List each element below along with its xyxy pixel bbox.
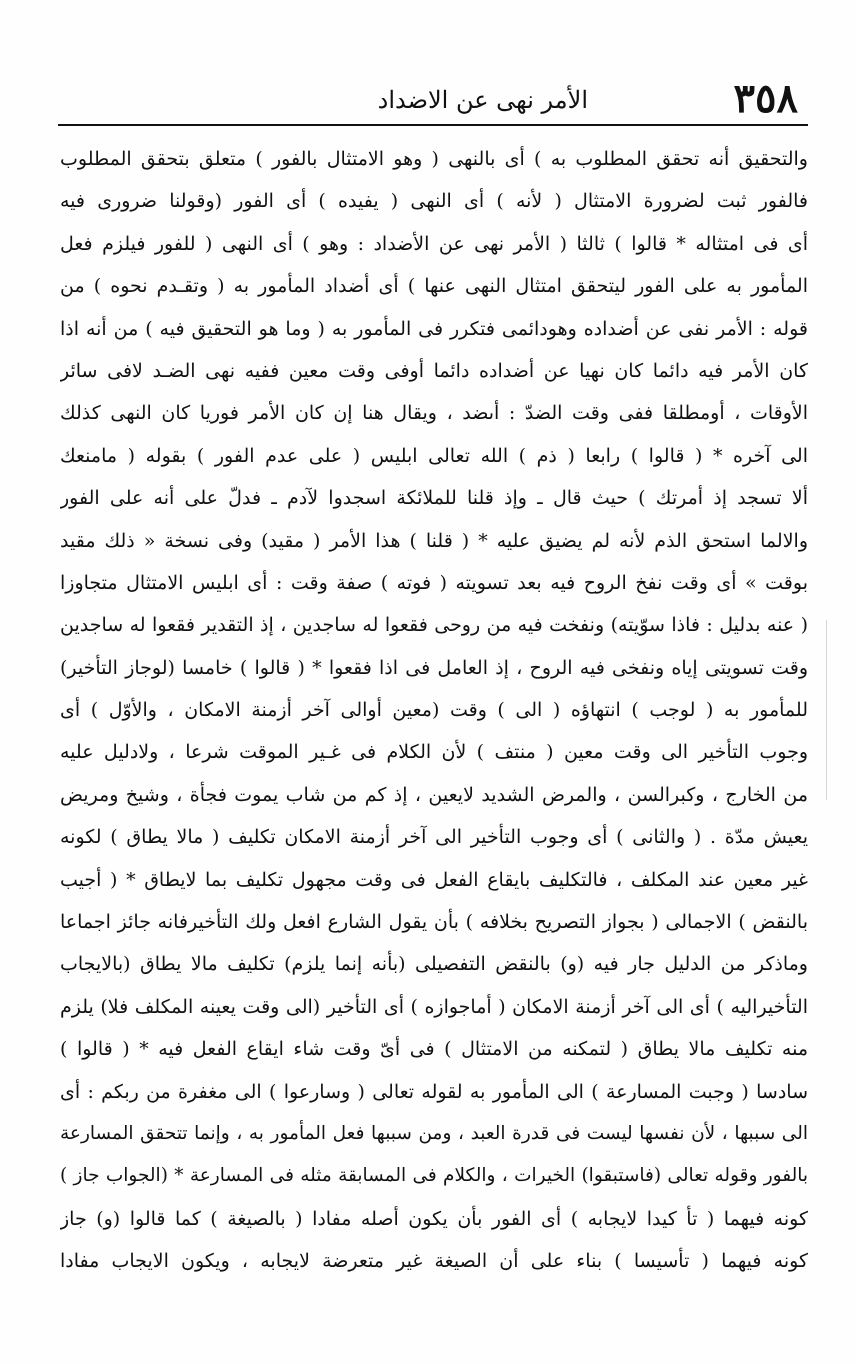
- text-line: التأخيراليه ) أى الى آخر أزمنة الامكان ( أماجوازه ) أى التأخير (الى وقت يعينه المكلف فلا) يلزم: [60, 995, 808, 1018]
- text-line: كونه فيهما ( تأ كيدا لايجابه ) أى الفور بأن يكون أصله مفادا ( بالصيغة ) كما قالوا (و) جاز: [60, 1207, 808, 1230]
- text-line: والالما استحق الذم لأنه لم يضيق عليه * ( قلنا ) هذا الأمر ( مقيد) وفى نسخة « ذلك مقيد: [60, 529, 808, 552]
- text-line: فالفور ثبت لضرورة الامتثال ( لأنه ) أى النهى ( يفيده ) أى الفور (وقولنا ضرورى فيه: [60, 190, 808, 213]
- running-title: الأمر نهى عن الاضداد: [377, 86, 588, 114]
- text-line: والتحقيق أنه تحقق المطلوب به ) أى بالنهى ( وهو الامتثال بالفور ) متعلق بتحقق المطلوب: [60, 148, 808, 170]
- text-line: وماذكر من الدليل جار فيه (و) بالنقض التفصيلى (بأنه إنما يلزم) تكليف مالا يطاق (بالايجاب: [60, 953, 808, 976]
- text-line: الى آخره * ( قالوا ) رابعا ( ذم ) الله تعالى ابليس ( على عدم الفور ) بقوله ( مامنعك: [60, 444, 808, 467]
- text-line: الأوقات ، أومطلقا ففى وقت الضدّ : أىضد ، ويقال هنا إن كان الأمر فوريا كان النهى كذلك: [60, 402, 808, 425]
- text-line: كان الأمر فيه دائما كان نهيا عن أضداده دائما أوفى وقت معين ففيه نهى الضـد لافى سائر: [60, 359, 808, 382]
- text-line: المأمور به على الفور ليتحقق امتثال النهى عنها ) أى أضداد المأمور به ( وتقـدم نحوه ) من: [60, 275, 808, 298]
- header-divider: [58, 124, 808, 126]
- scan-margin-mark: [826, 620, 827, 800]
- text-line: من الخارج ، وكبرالسن ، والمرض الشديد لايعين ، إذ كم من شاب يموت فجأة ، وشيخ ومريض: [60, 783, 808, 806]
- text-line: كونه فيهما ( تأسيسا ) بناء على أن الصيغة غير متعرضة لايجابه ، ويكون الايجاب مفادا: [60, 1250, 808, 1273]
- text-line: غير معين عند المكلف ، فالتكليف بايقاع الفعل فى وقت مجهول تكليف بما لايطاق * ( أجيب: [60, 868, 808, 891]
- text-line: أى فى امتثاله * قالوا ) ثالثا ( الأمر نهى عن الأضداد : وهو ) أى النهى ( للفور فيلزم فعل: [60, 232, 808, 255]
- page-header: [60, 74, 806, 124]
- text-line: بالفور وقوله تعالى (فاستبقوا) الخيرات ، والكلام فى المسابقة مثله فى المسارعة * (الجواب جاز ): [60, 1165, 808, 1187]
- page-number: ٣٥٨: [733, 75, 798, 122]
- text-line: وقت تسويتى إياه ونفخى فيه الروح ، إذ العامل فى اذا فقعوا * ( قالوا ) خامسا (لوجاز التأخير): [60, 656, 808, 679]
- text-line: سادسا ( وجبت المسارعة ) الى المأمور به لقوله تعالى ( وسارعوا ) الى مغفرة من ربكم : أى: [60, 1080, 808, 1103]
- text-line: الى سببها ، لأن نفسها ليست فى قدرة العبد ، ومن سببها فعل المأمور به ، وإنما تتحقق المسارعة: [60, 1122, 808, 1144]
- text-line: ( عنه بدليل : فاذا سوّيته) ونفخت فيه من روحى فقعوا له ساجدين ، إذ التقدير فقعوا له ساجدين: [60, 614, 808, 637]
- text-line: للمأمور به ( لوجب ) انتهاؤه ( الى ) وقت (معين أوالى آخر أزمنة الامكان ، والأوّل ) أى: [60, 699, 808, 722]
- text-line: يعيش مدّة . ( والثانى ) أى وجوب التأخير الى آخر أزمنة الامكان تكليف ( مالا يطاق ) لكونه: [60, 826, 808, 849]
- text-line: منه تكليف مالا يطاق ( لتمكنه من الامتثال ) فى أىّ وقت شاء ايقاع الفعل فيه * ( قالوا ): [60, 1038, 808, 1061]
- body-text: [60, 138, 808, 1283]
- text-line: بوقت » أى وقت نفخ الروح فيه بعد تسويته ( فوته ) صفة وقت : أى ابليس الامتثال متجاوزا: [60, 571, 808, 594]
- text-line: قوله : الأمر نفى عن أضداده وهودائمى فتكرر فى المأمور به ( وما هو التحقيق فيه ) من أنه اذا: [60, 317, 808, 340]
- text-line: وجوب التأخير الى وقت معين ( منتف ) لأن الكلام فى غـير الموقت شرعا ، ولادليل عليه: [60, 741, 808, 764]
- text-line: ألا تسجد إذ أمرتك ) حيث قال ـ وإذ قلنا للملائكة اسجدوا لآدم ـ فدلّ على أنه على الفور: [60, 487, 808, 510]
- text-line: بالنقض ) الاجمالى ( بجواز التصريح بخلافه ) بأن يقول الشارع افعل ولك التأخيرفانه جائز اجماعا: [60, 911, 808, 934]
